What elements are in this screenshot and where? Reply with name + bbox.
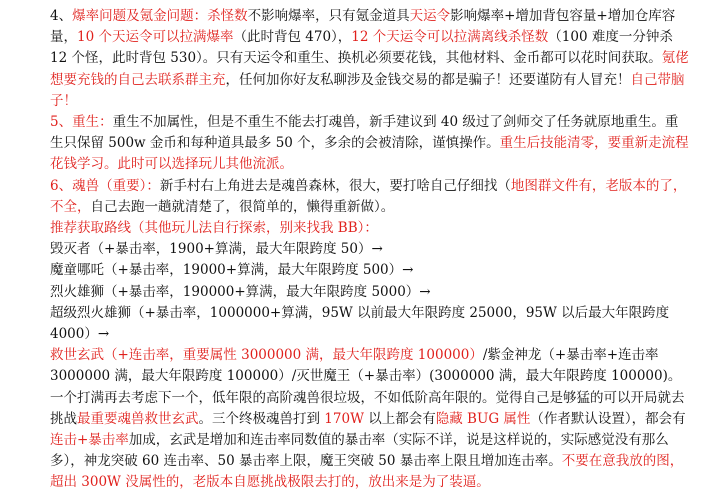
text: 。三个终极魂兽打到 [198, 410, 325, 427]
text: ，任何加你好友私聊涉及金钱交易的都是骗子！还要谨防有人冒充！ [225, 71, 631, 88]
ultimate-beasts-paragraph [50, 345, 690, 493]
text: 加成，玄武是增加和连击率同数值的暴击率（实际不详，说是这样说的，实际感觉没有那么多），神龙突破 60 连击率、50 暴击率上限，魔王突破 50 暴击率上限且增加连击率。 [50, 432, 669, 470]
highlight-text: 不要在意我放的图，超出 300W 没属性的，老版本自愿挑战极限去打的，放出来是为了装逼。 [50, 453, 684, 491]
text: 影响爆率+增加背包容量+增加仓库容量， [50, 8, 676, 46]
highlight-text: 隐藏 BUG 属性 [435, 410, 531, 427]
route-item: 超级烈火雄狮（+暴击率，1000000+算满，95W 以前最大年限跨度 25000，95W 以后最大年限跨度 4000）→ [50, 304, 670, 343]
highlight-text: 10 个天运令可以拉满爆率 [77, 29, 234, 46]
text: 不影响爆率，只有氪金道具 [247, 8, 410, 24]
route-item: 魔童哪吒（+暴击率，19000+算满，最大年限跨度 500）→ [50, 262, 414, 279]
section-4-number: 4、 [50, 8, 73, 24]
text: 以上都会有 [363, 410, 436, 427]
kill-count-term: 杀怪数 [207, 8, 248, 24]
section-6-heading: 6、魂兽（重要）： [50, 177, 160, 194]
highlight-text: 重生后技能清零，要重新走流程花钱学习。此时可以选择玩儿其他流派。 [50, 135, 689, 173]
highlight-text: 170W [324, 410, 364, 427]
route-title: 推荐获取路线（其他玩儿法自行探索，别来找我 BB）： [50, 220, 378, 237]
section-4-title: 爆率问题及氪金问题： [72, 8, 208, 24]
token-term: 天运令 [409, 8, 451, 24]
highlight-text: 地图群文件有，老版本的了，不全， [50, 177, 687, 215]
section-5-paragraph [50, 112, 690, 176]
route-item: 烈火雄狮（+暴击率，190000+算满，最大年限跨度 5000）→ [50, 283, 431, 300]
section-4-paragraph [50, 6, 690, 112]
text: （此时背包 470）， [233, 29, 352, 46]
section-5-heading: 5、重生： [50, 114, 113, 131]
section-6-paragraph [50, 176, 690, 218]
highlight-text: 连击+暴击率 [50, 432, 129, 449]
text: 自己去跑一趟就清楚了，很简单的，懒得重新做）。 [90, 198, 395, 215]
text: 重生不加属性，但是不重生不能去打魂兽，新手建议到 40 级过了剑师交了任务就原地重生。重生只保留 500w 金币和每种道具最多 50 个，多余的会被清除，谨慎操作。 [50, 114, 679, 152]
highlight-text: 救世玄武（+连击率，重要属性 3000000 满，最大年限跨度 100000） [50, 347, 483, 364]
highlight-text: 自己带脑子！ [50, 71, 685, 109]
highlight-text: 12 个天运令可以拉满离线杀怪数 [351, 29, 549, 46]
route-item: 毁灭者（+暴击率，1900+算满，最大年限跨度 50）→ [50, 241, 383, 258]
highlight-text: 氪佬想要充钱的自己去联系群主充 [50, 50, 689, 88]
text: （作者默认设置），都会有 [530, 410, 686, 427]
highlight-text: 最重要魂兽救世玄武 [77, 410, 199, 427]
text: （100 难度一分钟杀 12 个怪，此时背包 530）。只有天运令和重生、换机必须要花钱，其他材料、金币都可以花时间获取。 [50, 29, 673, 67]
text: /紫金神龙（+暴击率+连击率 3000000 满，最大年限跨度 100000）/灭世魔王（+暴击率）(3000000 满，最大年限跨度 100000)。一个打满再去考虑下一个，低年限的高阶魂兽很垃圾，不如低阶高年限的。觉得自己是够猛的可以开局就去挑战 [50, 347, 685, 427]
text: 新手村右上角进去是魂兽森林，很大，要打啥自己仔细找（ [159, 177, 511, 194]
